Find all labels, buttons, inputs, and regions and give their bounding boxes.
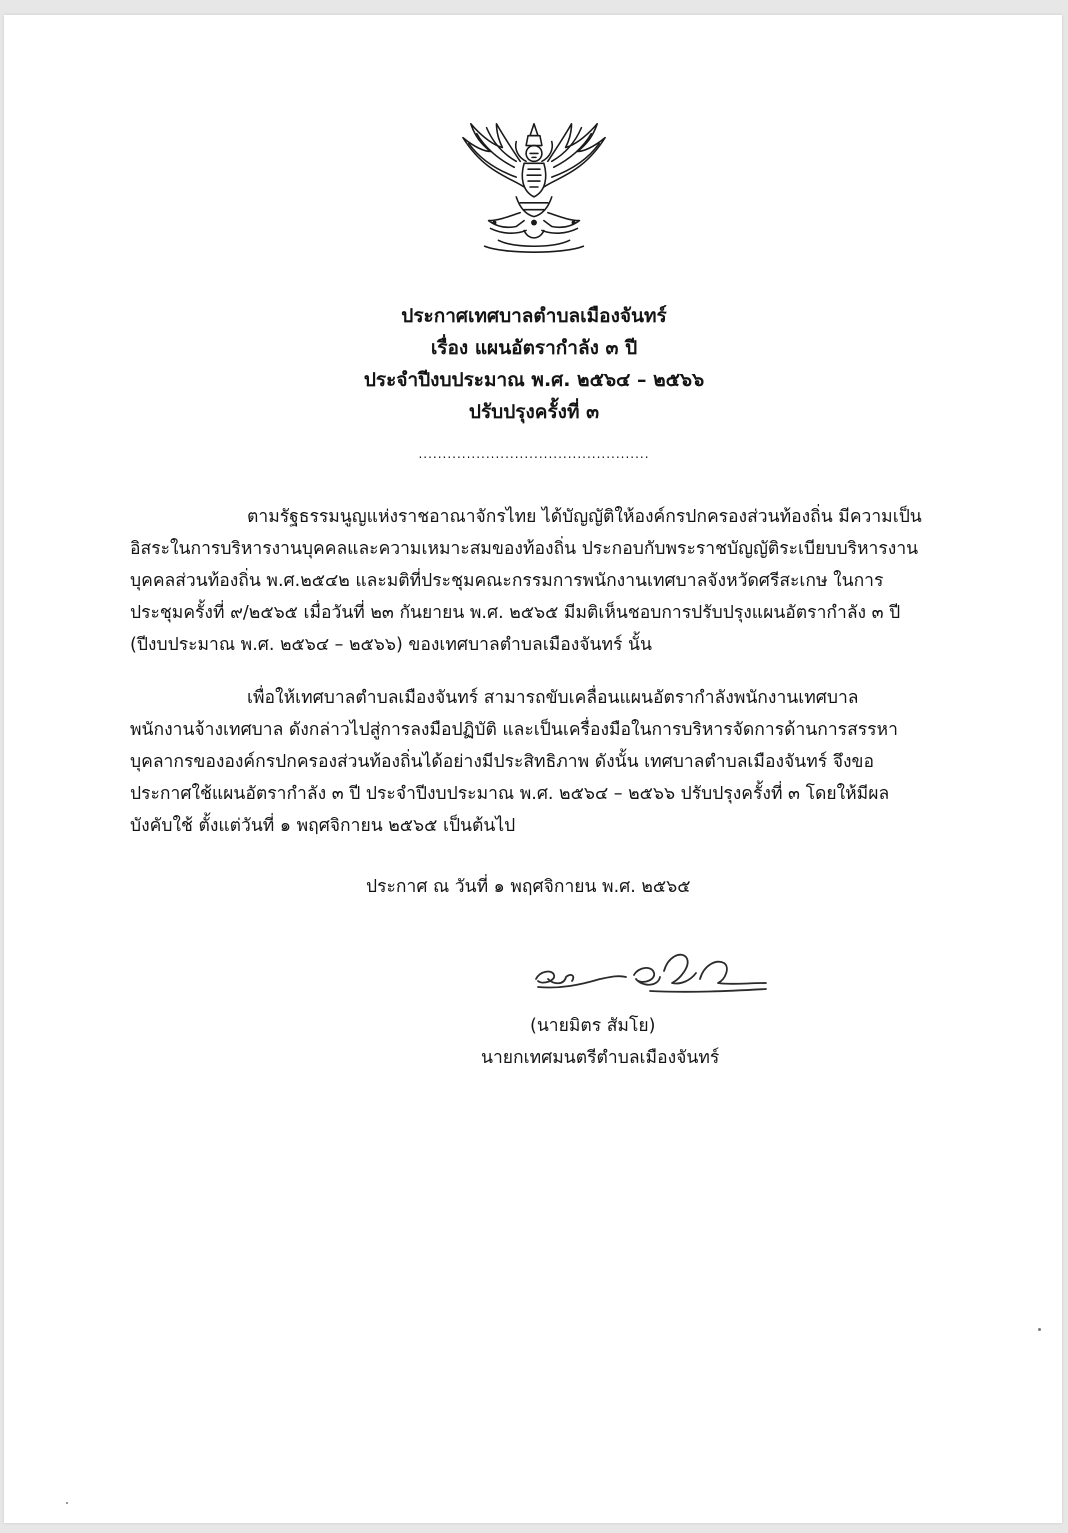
heading-revision: ปรับปรุงครั้งที่ ๓: [468, 401, 600, 423]
heading-fiscal-year: ประจำปีงบประมาณ พ.ศ. ๒๕๖๔ – ๒๕๖๖: [363, 369, 705, 391]
announcement-heading: [0, 300, 1068, 428]
paragraph-line: ประชุมครั้งที่ ๙/๒๕๖๕ เมื่อวันที่ ๒๓ กันยายน พ.ศ. ๒๕๖๕ มีมติเห็นชอบการปรับปรุงแผนอัตรากำลัง ๓ ปี: [130, 603, 901, 623]
paragraph-line: พนักงานจ้างเทศบาล ดังกล่าวไปสู่การลงมือปฏิบัติ และเป็นเครื่องมือในการบริหารจัดการด้านการสรรหา: [130, 720, 898, 740]
handwritten-signature: [530, 945, 770, 1003]
heading-subject: เรื่อง แผนอัตรากำลัง ๓ ปี: [430, 337, 638, 359]
signer-name: (นายมิตร สัมโย): [530, 1016, 656, 1036]
paragraph-line: อิสระในการบริหารงานบุคคลและความเหมาะสมของท้องถิ่น ประกอบกับพระราชบัญญัติระเบียบบริหารงาน: [130, 539, 919, 559]
paragraph-line: (ปีงบประมาณ พ.ศ. ๒๕๖๔ – ๒๕๖๖) ของเทศบาลตำบลเมืองจันทร์ นั้น: [130, 635, 652, 655]
paragraph-line: ประกาศใช้แผนอัตรากำลัง ๓ ปี ประจำปีงบประมาณ พ.ศ. ๒๕๖๔ – ๒๕๖๖ ปรับปรุงครั้งที่ ๓ โดยให้มีผล: [130, 784, 890, 804]
signer-title: นายกเทศมนตรีตำบลเมืองจันทร์: [481, 1048, 720, 1068]
heading-title: ประกาศเทศบาลตำบลเมืองจันทร์: [401, 305, 667, 327]
scan-speck: [66, 1502, 68, 1504]
paragraph-1: [130, 501, 938, 661]
paragraph-line: เพื่อให้เทศบาลตำบลเมืองจันทร์ สามารถขับเคลื่อนแผนอัตรากำลังพนักงานเทศบาล: [247, 688, 859, 708]
announcement-date: ประกาศ ณ วันที่ ๑ พฤศจิกายน พ.ศ. ๒๕๖๕: [366, 877, 691, 897]
garuda-emblem-icon: [455, 117, 613, 257]
paragraph-line: บุคลากรขององค์กรปกครองส่วนท้องถิ่นได้อย่างมีประสิทธิภาพ ดังนั้น เทศบาลตำบลเมืองจันทร์ จึงขอ: [130, 752, 874, 772]
paragraph-line: ตามรัฐธรรมนูญแห่งราชอาณาจักรไทย ได้บัญญัติให้องค์กรปกครองส่วนท้องถิ่น มีความเป็น: [247, 507, 922, 527]
scan-speck: [1038, 1328, 1041, 1331]
paragraph-line: บังคับใช้ ตั้งแต่วันที่ ๑ พฤศจิกายน ๒๕๖๕ เป็นต้นไป: [130, 816, 516, 836]
paragraph-2: [130, 682, 938, 842]
paragraph-line: บุคคลส่วนท้องถิ่น พ.ศ.๒๕๔๒ และมติที่ประชุมคณะกรรมการพนักงานเทศบาลจังหวัดศรีสะเกษ ในการ: [130, 571, 884, 591]
dotted-divider: ................................................: [418, 447, 650, 461]
